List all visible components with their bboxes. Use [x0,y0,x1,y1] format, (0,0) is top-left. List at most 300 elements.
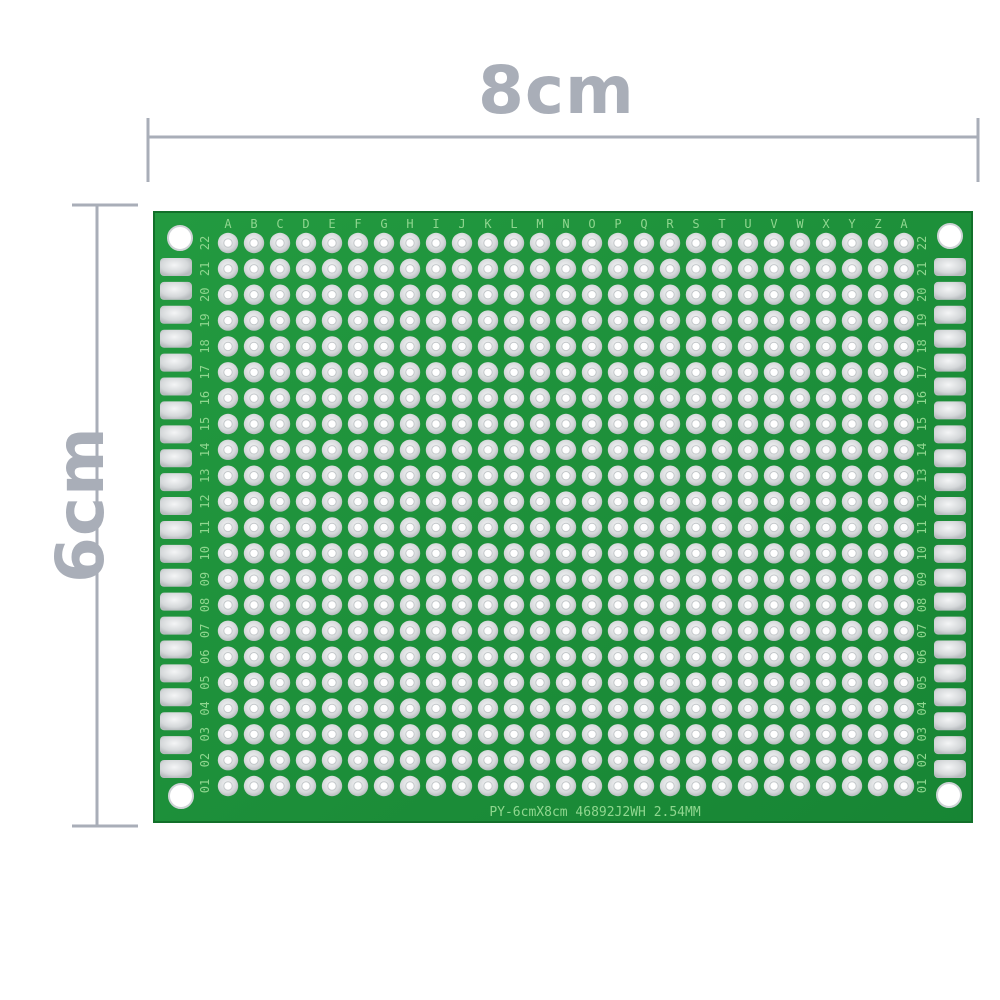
plated-hole [270,569,290,589]
plated-hole [712,750,732,770]
plated-hole [582,517,602,537]
plated-hole [556,362,576,382]
plated-hole [868,621,888,641]
plated-hole [296,259,316,279]
plated-hole [842,672,862,692]
column-letter: U [744,217,752,231]
plated-hole [478,491,498,511]
plated-hole [582,233,602,253]
plated-hole [634,362,654,382]
plated-hole [504,362,524,382]
plated-hole [504,647,524,667]
plated-hole [686,647,706,667]
plated-hole [894,414,914,434]
plated-hole [816,621,836,641]
row-number: 21 [198,261,212,277]
plated-hole [868,595,888,615]
plated-hole [504,595,524,615]
edge-pad [934,640,966,658]
plated-hole [270,750,290,770]
column-letter: O [588,217,596,231]
plated-hole [790,724,810,744]
plated-hole [478,285,498,305]
plated-hole [868,310,888,330]
plated-hole [296,647,316,667]
row-number: 19 [198,313,212,328]
plated-hole [374,388,394,408]
edge-pad [934,688,966,706]
plated-hole [348,491,368,511]
plated-hole [608,724,628,744]
plated-hole [842,285,862,305]
plated-hole [244,233,264,253]
plated-hole [712,724,732,744]
plated-hole [426,672,446,692]
row-number: 03 [198,727,212,742]
plated-hole [374,285,394,305]
row-number: 06 [198,649,212,664]
plated-hole [530,259,550,279]
edge-pad [160,712,192,730]
plated-hole [218,698,238,718]
edge-pad [934,282,966,300]
plated-hole [686,310,706,330]
plated-hole [608,414,628,434]
plated-hole [582,595,602,615]
plated-hole [816,672,836,692]
plated-hole [348,621,368,641]
plated-hole [816,414,836,434]
plated-hole [738,362,758,382]
plated-hole [738,517,758,537]
column-letter: S [692,217,700,231]
plated-hole [348,285,368,305]
plated-hole [738,285,758,305]
plated-hole [660,698,680,718]
plated-hole [530,285,550,305]
plated-hole [738,491,758,511]
plated-hole [426,466,446,486]
row-number: 12 [915,494,929,509]
plated-hole [374,362,394,382]
edge-pad [160,736,192,754]
plated-hole [894,336,914,356]
plated-hole [244,698,264,718]
plated-hole [426,414,446,434]
plated-hole [530,621,550,641]
plated-hole [530,362,550,382]
width-dimension-label: 8cm [478,52,635,129]
edge-pad [934,306,966,324]
plated-hole [270,724,290,744]
plated-hole [322,440,342,460]
plated-hole [452,285,472,305]
row-number: 12 [198,494,212,509]
plated-hole [816,595,836,615]
plated-hole [738,698,758,718]
plated-hole [686,466,706,486]
plated-hole [608,310,628,330]
plated-hole [452,440,472,460]
column-letter: E [328,217,336,231]
plated-hole [374,491,394,511]
plated-hole [400,440,420,460]
plated-hole [764,698,784,718]
plated-hole [452,310,472,330]
column-letter: T [718,217,726,231]
plated-hole [686,388,706,408]
plated-hole [478,672,498,692]
row-number: 05 [915,675,929,690]
plated-hole [530,776,550,796]
row-number: 10 [198,546,212,561]
plated-hole [244,543,264,563]
plated-hole [894,698,914,718]
plated-hole [218,543,238,563]
plated-hole [894,259,914,279]
plated-hole [270,310,290,330]
plated-hole [660,414,680,434]
plated-hole [348,750,368,770]
plated-hole [634,621,654,641]
plated-hole [712,310,732,330]
plated-hole [218,336,238,356]
plated-hole [582,362,602,382]
plated-hole [868,440,888,460]
plated-hole [790,491,810,511]
plated-hole [322,698,342,718]
plated-hole [218,414,238,434]
plated-hole [556,259,576,279]
edge-pad [160,330,192,348]
silkscreen-text: PY-6cmX8cm 46892J2WH 2.54MM [489,805,701,820]
plated-hole [348,647,368,667]
plated-hole [296,285,316,305]
plated-hole [686,750,706,770]
plated-hole [478,440,498,460]
plated-hole [322,750,342,770]
plated-hole [400,724,420,744]
edge-pad [934,545,966,563]
plated-hole [660,388,680,408]
plated-hole [894,491,914,511]
plated-hole [452,362,472,382]
plated-hole [686,233,706,253]
plated-hole [686,336,706,356]
plated-hole [608,517,628,537]
plated-hole [712,362,732,382]
plated-hole [686,362,706,382]
plated-hole [842,621,862,641]
plated-hole [608,466,628,486]
plated-hole [478,776,498,796]
plated-hole [660,362,680,382]
plated-hole [634,517,654,537]
plated-hole [296,336,316,356]
plated-hole [218,259,238,279]
plated-hole [790,388,810,408]
column-letter: I [432,217,440,231]
plated-hole [816,285,836,305]
plated-hole [738,724,758,744]
plated-hole [348,466,368,486]
plated-hole [322,621,342,641]
row-number: 16 [915,390,929,406]
plated-hole [894,440,914,460]
column-letter: P [614,217,622,231]
plated-hole [764,362,784,382]
plated-hole [816,233,836,253]
plated-hole [322,285,342,305]
plated-hole [842,414,862,434]
plated-hole [452,776,472,796]
plated-hole [790,466,810,486]
plated-hole [764,388,784,408]
plated-hole [244,285,264,305]
plated-hole [478,336,498,356]
plated-hole [816,776,836,796]
plated-hole [322,336,342,356]
plated-hole [322,724,342,744]
plated-hole [400,336,420,356]
mounting-hole [938,224,962,248]
plated-hole [400,517,420,537]
plated-hole [270,388,290,408]
column-letter: F [354,217,362,231]
plated-hole [374,621,394,641]
plated-hole [894,647,914,667]
plated-hole [348,595,368,615]
plated-hole [764,310,784,330]
plated-hole [582,698,602,718]
plated-hole [816,569,836,589]
plated-hole [556,569,576,589]
plated-hole [270,336,290,356]
plated-hole [608,569,628,589]
edge-pad [934,664,966,682]
plated-hole [634,672,654,692]
plated-hole [452,233,472,253]
plated-hole [218,621,238,641]
plated-hole [764,569,784,589]
column-letter: W [796,217,804,231]
row-number: 18 [915,339,929,354]
row-number: 14 [198,442,212,458]
plated-hole [348,388,368,408]
plated-hole [478,698,498,718]
plated-hole [374,259,394,279]
plated-hole [504,543,524,563]
height-dimension-label: 6cm [42,426,119,583]
plated-hole [244,776,264,796]
plated-hole [244,595,264,615]
plated-hole [218,595,238,615]
plated-hole [452,543,472,563]
edge-pad [160,688,192,706]
plated-hole [712,388,732,408]
row-number: 20 [198,287,212,302]
plated-hole [400,491,420,511]
plated-hole [348,440,368,460]
plated-hole [842,491,862,511]
plated-hole [894,517,914,537]
plated-hole [556,776,576,796]
plated-hole [530,336,550,356]
column-letter: R [666,217,674,231]
plated-hole [218,672,238,692]
row-number: 10 [915,546,929,561]
plated-hole [348,569,368,589]
column-letter: K [484,217,492,231]
plated-hole [868,543,888,563]
plated-hole [842,750,862,770]
column-letter: D [302,217,310,231]
plated-hole [868,569,888,589]
plated-hole [452,414,472,434]
plated-hole [608,543,628,563]
plated-hole [452,336,472,356]
plated-hole [478,362,498,382]
plated-hole [322,233,342,253]
plated-hole [322,388,342,408]
plated-hole [634,647,654,667]
plated-hole [270,362,290,382]
plated-hole [504,310,524,330]
row-number: 14 [915,442,929,458]
plated-hole [582,388,602,408]
plated-hole [296,517,316,537]
plated-hole [530,698,550,718]
plated-hole [712,259,732,279]
plated-hole [790,259,810,279]
plated-hole [452,698,472,718]
plated-hole [738,233,758,253]
plated-hole [556,466,576,486]
plated-hole [790,362,810,382]
edge-pad [160,617,192,635]
plated-hole [556,517,576,537]
plated-hole [244,569,264,589]
edge-pad [934,736,966,754]
plated-hole [842,466,862,486]
plated-hole [504,414,524,434]
plated-hole [842,440,862,460]
plated-hole [582,543,602,563]
plated-hole [790,750,810,770]
plated-hole [530,517,550,537]
plated-hole [686,440,706,460]
plated-hole [530,569,550,589]
plated-hole [218,310,238,330]
plated-hole [478,466,498,486]
plated-hole [660,776,680,796]
plated-hole [478,750,498,770]
plated-hole [374,310,394,330]
plated-hole [712,414,732,434]
edge-pad [934,760,966,778]
plated-hole [582,414,602,434]
plated-hole [764,750,784,770]
plated-hole [530,414,550,434]
edge-pad [160,258,192,276]
column-letter: B [250,217,258,231]
plated-hole [608,285,628,305]
plated-hole [244,724,264,744]
plated-hole [218,517,238,537]
plated-hole [244,621,264,641]
plated-hole [400,776,420,796]
plated-hole [374,517,394,537]
plated-hole [582,672,602,692]
plated-hole [582,440,602,460]
plated-hole [842,647,862,667]
plated-hole [712,517,732,537]
plated-hole [764,647,784,667]
plated-hole [660,310,680,330]
edge-pad [934,712,966,730]
plated-hole [660,491,680,511]
plated-hole [374,750,394,770]
plated-hole [504,698,524,718]
plated-hole [894,310,914,330]
plated-hole [452,569,472,589]
row-number: 08 [915,597,929,613]
row-number: 07 [198,623,212,639]
plated-hole [218,285,238,305]
plated-hole [764,776,784,796]
plated-hole [348,543,368,563]
edge-pad [160,569,192,587]
plated-hole [478,595,498,615]
plated-hole [790,440,810,460]
row-number: 04 [915,701,929,716]
edge-pad [160,449,192,467]
plated-hole [374,440,394,460]
plated-hole [556,336,576,356]
plated-hole [426,233,446,253]
column-letter: L [510,217,518,231]
plated-hole [530,233,550,253]
plated-hole [894,621,914,641]
row-number: 19 [915,313,929,328]
plated-hole [608,362,628,382]
plated-hole [660,233,680,253]
plated-hole [296,621,316,641]
row-number: 22 [198,235,212,251]
plated-hole [400,647,420,667]
plated-hole [686,517,706,537]
plated-hole [894,388,914,408]
plated-hole [244,414,264,434]
plated-hole [530,440,550,460]
plated-hole [426,517,446,537]
plated-hole [686,491,706,511]
plated-hole [660,259,680,279]
plated-hole [348,517,368,537]
plated-hole [894,595,914,615]
plated-hole [504,776,524,796]
plated-hole [504,672,524,692]
plated-hole [608,776,628,796]
plated-hole [686,285,706,305]
plated-hole [556,414,576,434]
plated-hole [426,543,446,563]
plated-hole [556,724,576,744]
plated-hole [270,466,290,486]
edge-pad [160,378,192,396]
plated-hole [426,285,446,305]
edge-pad [160,473,192,491]
